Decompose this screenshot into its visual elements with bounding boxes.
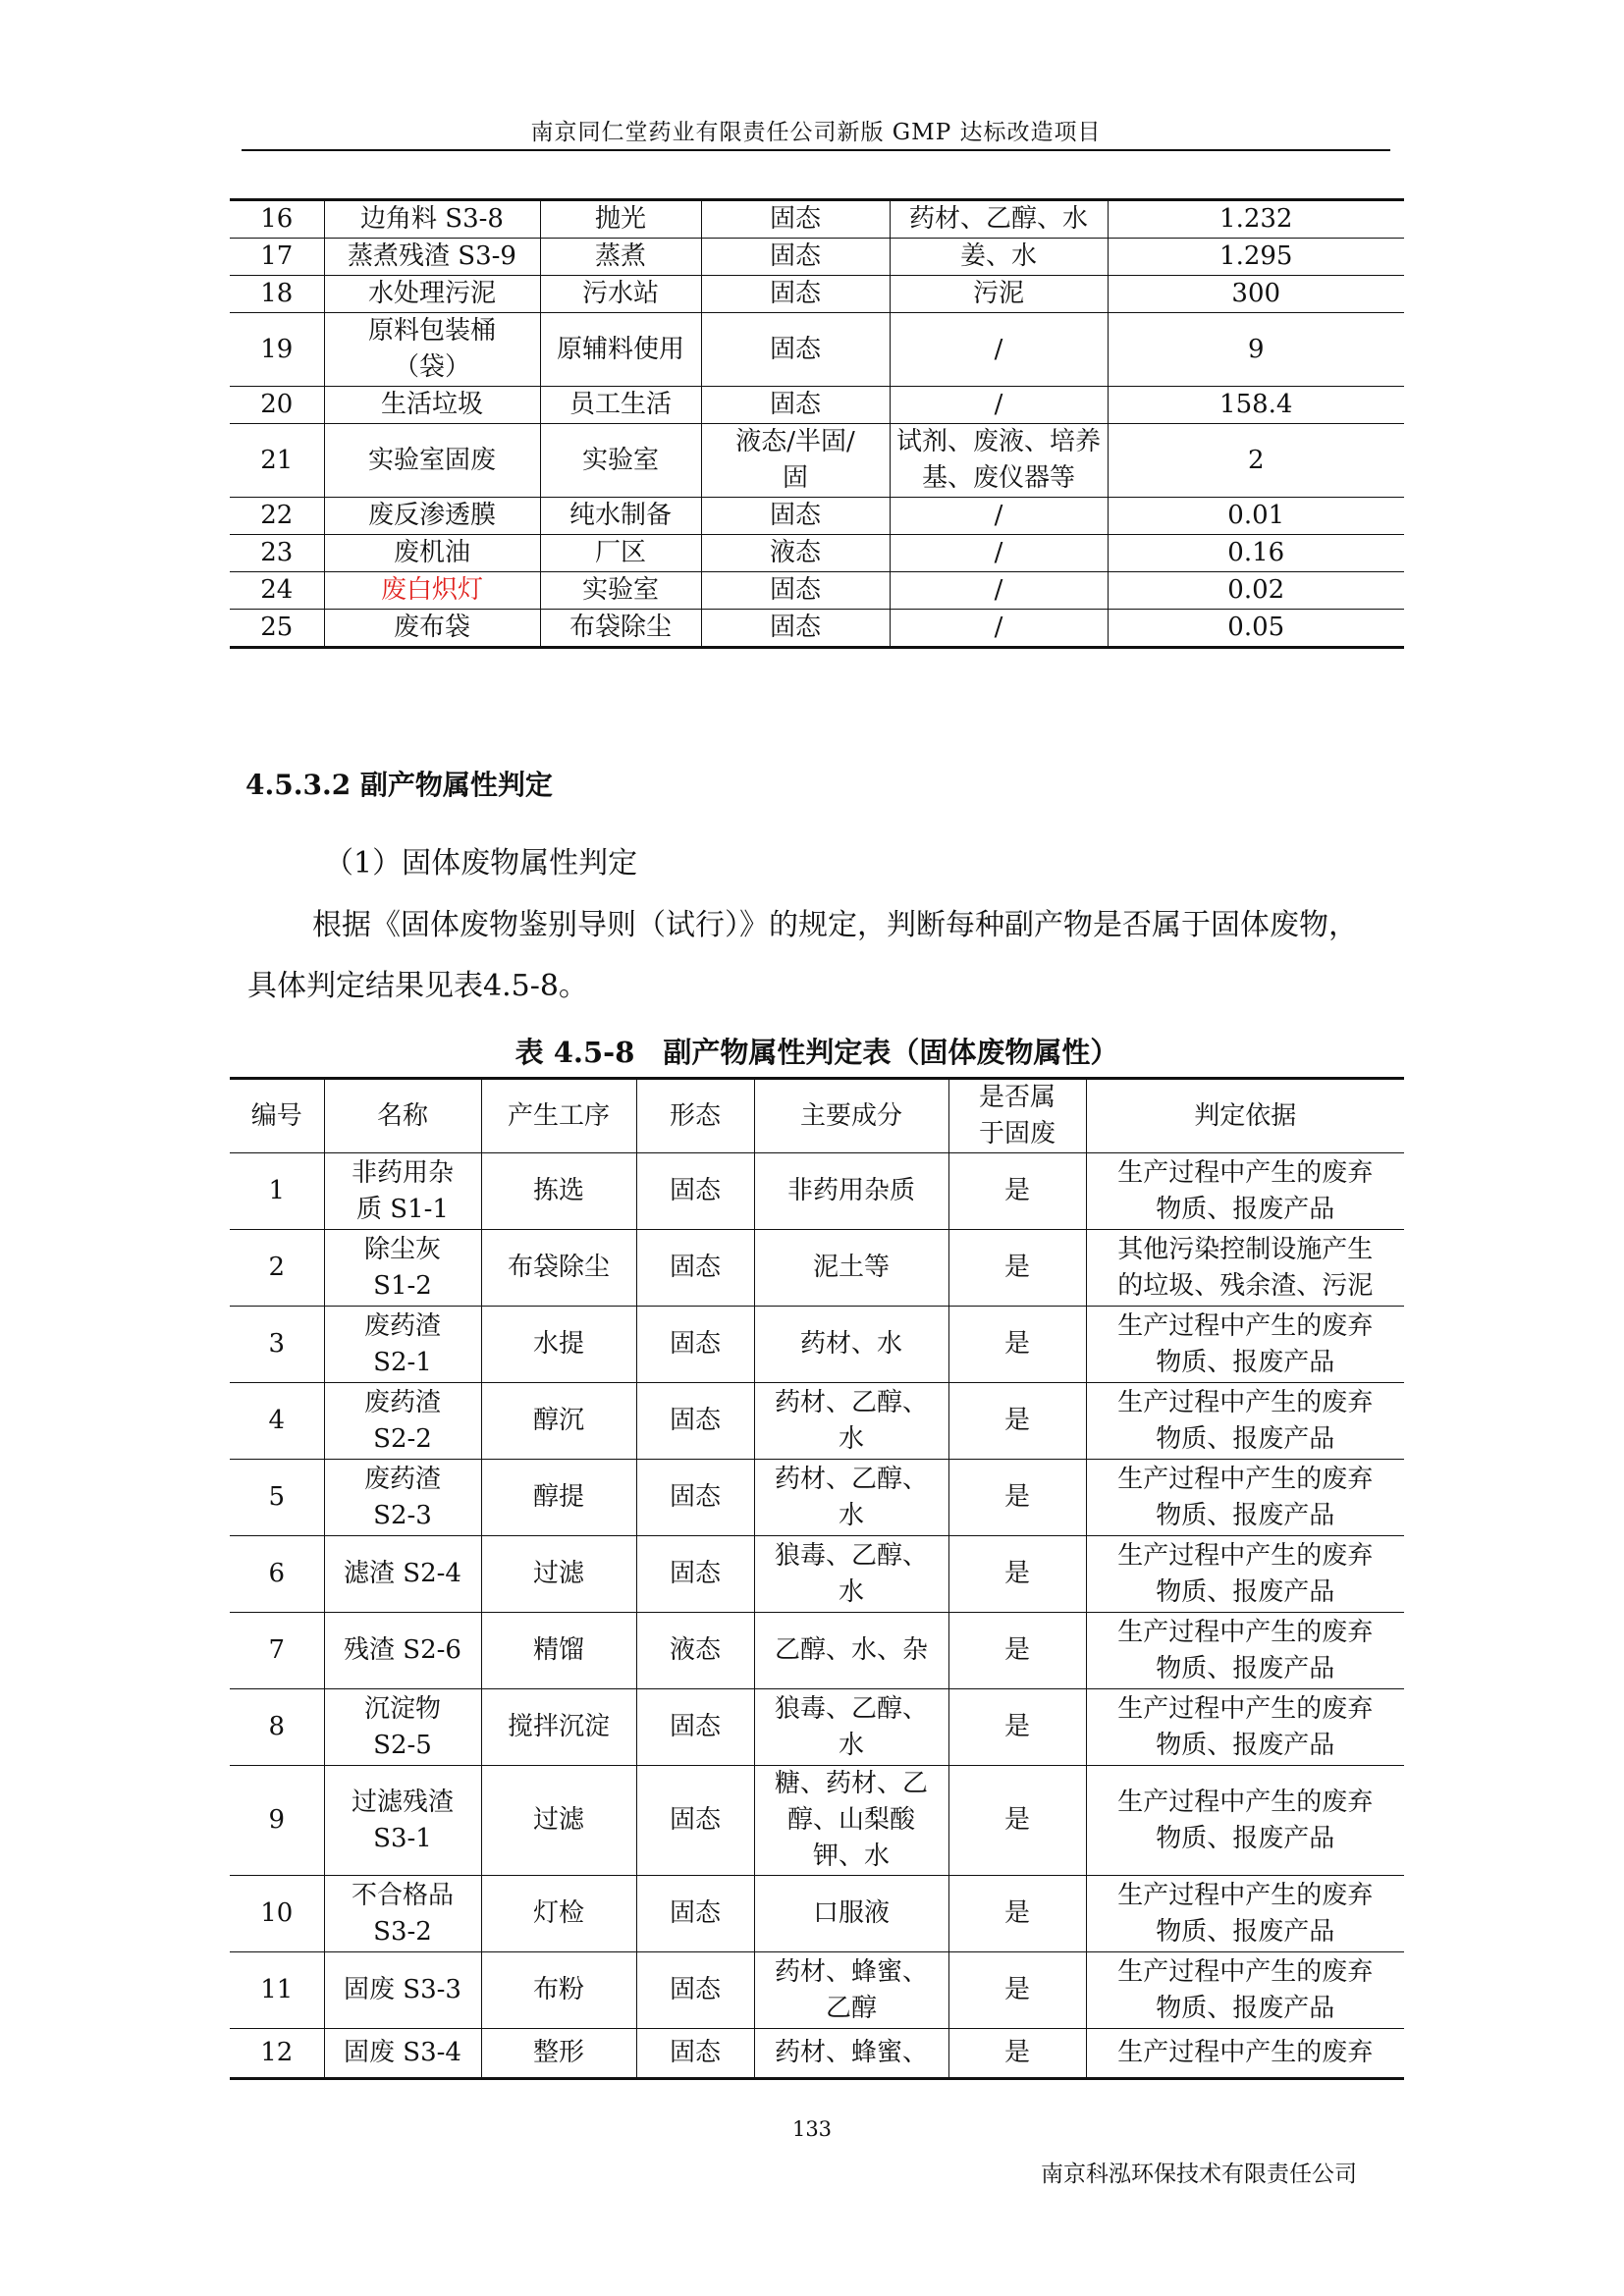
table-cell: 固态 (701, 572, 890, 610)
table-cell: 固态 (636, 1876, 754, 1952)
table-cell: 是 (948, 1307, 1086, 1383)
table-row (230, 1307, 1404, 1383)
page-header: 南京同仁堂药业有限责任公司新版 GMP 达标改造项目 (530, 120, 1102, 145)
table-cell: 不合格品 S3-2 (324, 1876, 481, 1952)
table-cell: 生产过程中产生的废弃 物质、报废产品 (1086, 1383, 1404, 1460)
table-cell: 固废 S3-3 (324, 1952, 481, 2029)
table-cell: 狼毒、乙醇、 水 (754, 1689, 948, 1766)
paragraph-text: 根据《固体废物鉴别导则（试行）》的规定，判断每种副产物是否属于固体废物，具体判定结果见表4.5-8。 (247, 908, 1358, 1003)
table-cell: 10 (230, 1876, 324, 1952)
table-row (230, 535, 1404, 572)
table-cell: 废白炽灯 (324, 572, 540, 610)
table-cell: 蒸煮 (540, 239, 701, 276)
table-cell: 9 (230, 1766, 324, 1876)
column-header: 产生工序 (481, 1079, 636, 1153)
table-cell: 是 (948, 1460, 1086, 1536)
table-cell: 12 (230, 2029, 324, 2079)
table-cell: 水处理污泥 (324, 276, 540, 313)
table-cell: 抛光 (540, 200, 701, 239)
table-cell: 固态 (636, 1383, 754, 1460)
table-cell: 2 (230, 1230, 324, 1307)
table-cell: 生产过程中产生的废弃 物质、报废产品 (1086, 1153, 1404, 1230)
table-cell: 生产过程中产生的废弃 物质、报废产品 (1086, 1536, 1404, 1613)
table-cell: 7 (230, 1613, 324, 1689)
table-cell: 固态 (636, 1307, 754, 1383)
table-cell: 生产过程中产生的废弃 物质、报废产品 (1086, 1876, 1404, 1952)
table-row (230, 239, 1404, 276)
table-cell: 蒸煮残渣 S3-9 (324, 239, 540, 276)
table-cell: 1.232 (1108, 200, 1404, 239)
header-row (230, 1079, 1404, 1153)
table-cell: 0.02 (1108, 572, 1404, 610)
table-cell: 19 (230, 313, 324, 387)
table-cell: 22 (230, 498, 324, 535)
section-heading: 4.5.3.2 副产物属性判定 (245, 769, 553, 801)
table-cell: 是 (948, 1876, 1086, 1952)
table-cell: 废药渣 S2-2 (324, 1383, 481, 1460)
column-header: 编号 (230, 1079, 324, 1153)
table-cell: 药材、乙醇、 水 (754, 1383, 948, 1460)
table-cell: 滤渣 S2-4 (324, 1536, 481, 1613)
table-cell: 是 (948, 1952, 1086, 2029)
table-cell: 固态 (636, 2029, 754, 2079)
footer-company: 南京科泓环保技术有限责任公司 (1041, 2162, 1357, 2187)
table-cell: 生产过程中产生的废弃 物质、报废产品 (1086, 1460, 1404, 1536)
table-cell: 实验室 (540, 572, 701, 610)
column-header: 名称 (324, 1079, 481, 1153)
table-cell: 2 (1108, 424, 1404, 498)
table-cell: 固态 (701, 498, 890, 535)
table-cell: 除尘灰 S1-2 (324, 1230, 481, 1307)
table-cell: 过滤残渣 S3-1 (324, 1766, 481, 1876)
table-cell: 原料包装桶 （袋） (324, 313, 540, 387)
table-cell: 液态 (636, 1613, 754, 1689)
table-cell: / (890, 387, 1108, 424)
table-row (230, 1230, 1404, 1307)
table-cell: 液态 (701, 535, 890, 572)
table-row (230, 1460, 1404, 1536)
subsection-heading: （1）固体废物属性判定 (324, 846, 638, 881)
table-row (230, 1536, 1404, 1613)
table-cell: 药材、乙醇、 水 (754, 1460, 948, 1536)
table-cell: 过滤 (481, 1766, 636, 1876)
table-row (230, 498, 1404, 535)
table-cell: 9 (1108, 313, 1404, 387)
table-cell: 水提 (481, 1307, 636, 1383)
table-cell: 固态 (701, 276, 890, 313)
table-cell: 是 (948, 1689, 1086, 1766)
table-cell: 0.16 (1108, 535, 1404, 572)
table-cell: 3 (230, 1307, 324, 1383)
header-divider (242, 149, 1390, 151)
table-cell: 醇提 (481, 1460, 636, 1536)
table-cell: 158.4 (1108, 387, 1404, 424)
table-cell: / (890, 572, 1108, 610)
table-cell: 残渣 S2-6 (324, 1613, 481, 1689)
table-cell: 布粉 (481, 1952, 636, 2029)
table-cell: 生产过程中产生的废弃 物质、报废产品 (1086, 1689, 1404, 1766)
table-cell: 狼毒、乙醇、 水 (754, 1536, 948, 1613)
table-cell: 布袋除尘 (540, 610, 701, 648)
table-row (230, 276, 1404, 313)
table-cell: 是 (948, 1613, 1086, 1689)
table-cell: 是 (948, 1230, 1086, 1307)
table-cell: 18 (230, 276, 324, 313)
table-cell: 固态 (701, 239, 890, 276)
table-cell: 固态 (636, 1460, 754, 1536)
table-cell: 乙醇、水、杂 (754, 1613, 948, 1689)
table-caption: 表 4.5-8 副产物属性判定表（固体废物属性） (514, 1036, 1119, 1069)
table-cell: 1 (230, 1153, 324, 1230)
table-cell: 废布袋 (324, 610, 540, 648)
table-cell: 8 (230, 1689, 324, 1766)
table-cell: 试剂、废液、培养 基、废仪器等 (890, 424, 1108, 498)
body-paragraph (247, 895, 1386, 1017)
table-row (230, 1383, 1404, 1460)
table-cell: 固态 (636, 1689, 754, 1766)
table-cell: 污水站 (540, 276, 701, 313)
table-cell: 边角料 S3-8 (324, 200, 540, 239)
table-cell: 是 (948, 1383, 1086, 1460)
table-cell: 实验室 (540, 424, 701, 498)
column-header: 判定依据 (1086, 1079, 1404, 1153)
table-cell: 24 (230, 572, 324, 610)
table-cell: 固态 (701, 610, 890, 648)
table-cell: 药材、水 (754, 1307, 948, 1383)
table-cell: 固态 (701, 313, 890, 387)
table-cell: 糖、药材、乙 醇、山梨酸 钾、水 (754, 1766, 948, 1876)
table-row (230, 313, 1404, 387)
table-row (230, 572, 1404, 610)
table-cell: 6 (230, 1536, 324, 1613)
table-cell: 固废 S3-4 (324, 2029, 481, 2079)
table-cell: 药材、蜂蜜、 乙醇 (754, 1952, 948, 2029)
table-cell: 废药渣 S2-1 (324, 1307, 481, 1383)
table-cell: 生产过程中产生的废弃 物质、报废产品 (1086, 1766, 1404, 1876)
table-cell: 沉淀物 S2-5 (324, 1689, 481, 1766)
table-cell: 非药用杂 质 S1-1 (324, 1153, 481, 1230)
table-cell: 23 (230, 535, 324, 572)
table-cell: 25 (230, 610, 324, 648)
page-number: 133 (791, 2117, 833, 2141)
table-cell: 20 (230, 387, 324, 424)
table-cell: 4 (230, 1383, 324, 1460)
table-cell: 废反渗透膜 (324, 498, 540, 535)
table-cell: 生产过程中产生的废弃 物质、报废产品 (1086, 1613, 1404, 1689)
table-cell: 固态 (636, 1536, 754, 1613)
table-cell: 整形 (481, 2029, 636, 2079)
table-cell: 布袋除尘 (481, 1230, 636, 1307)
column-header: 主要成分 (754, 1079, 948, 1153)
table-cell: 非药用杂质 (754, 1153, 948, 1230)
table-cell: 固态 (701, 387, 890, 424)
table-cell: 固态 (636, 1766, 754, 1876)
table-row (230, 1952, 1404, 2029)
table-cell: / (890, 610, 1108, 648)
table-cell: 生产过程中产生的废弃 物质、报废产品 (1086, 1952, 1404, 2029)
table-cell: 灯检 (481, 1876, 636, 1952)
table-cell: 固态 (636, 1952, 754, 2029)
table-cell: 是 (948, 2029, 1086, 2079)
table-cell: 员工生活 (540, 387, 701, 424)
table-cell: 厂区 (540, 535, 701, 572)
table-cell: 其他污染控制设施产生 的垃圾、残余渣、污泥 (1086, 1230, 1404, 1307)
table-cell: 搅拌沉淀 (481, 1689, 636, 1766)
table-row (230, 1689, 1404, 1766)
table-cell: 5 (230, 1460, 324, 1536)
table-cell: 废机油 (324, 535, 540, 572)
table-cell: / (890, 535, 1108, 572)
table-cell: 生产过程中产生的废弃 物质、报废产品 (1086, 1307, 1404, 1383)
table-row (230, 200, 1404, 239)
table-cell: 0.01 (1108, 498, 1404, 535)
table-cell: 药材、乙醇、水 (890, 200, 1108, 239)
table-row (230, 610, 1404, 648)
table-cell: 1.295 (1108, 239, 1404, 276)
table-cell: 废药渣 S2-3 (324, 1460, 481, 1536)
table-cell: 泥土等 (754, 1230, 948, 1307)
table-cell: 拣选 (481, 1153, 636, 1230)
table-cell: 17 (230, 239, 324, 276)
column-header: 是否属 于固废 (948, 1079, 1086, 1153)
table-row (230, 1613, 1404, 1689)
waste-inventory-table (230, 198, 1404, 649)
table-cell: 固态 (636, 1153, 754, 1230)
table-cell: / (890, 313, 1108, 387)
table-row (230, 1153, 1404, 1230)
table-cell: 姜、水 (890, 239, 1108, 276)
table-row (230, 1766, 1404, 1876)
table-cell: 11 (230, 1952, 324, 2029)
table-cell: 过滤 (481, 1536, 636, 1613)
table-cell: 21 (230, 424, 324, 498)
table-row (230, 1876, 1404, 1952)
table-row (230, 424, 1404, 498)
table-cell: 生活垃圾 (324, 387, 540, 424)
table-cell: 药材、蜂蜜、 (754, 2029, 948, 2079)
table-cell: 原辅料使用 (540, 313, 701, 387)
table-cell: 0.05 (1108, 610, 1404, 648)
table-cell: 实验室固废 (324, 424, 540, 498)
table-row (230, 387, 1404, 424)
table-cell: 生产过程中产生的废弃 (1086, 2029, 1404, 2079)
table-cell: 污泥 (890, 276, 1108, 313)
table-cell: 口服液 (754, 1876, 948, 1952)
table-cell: 300 (1108, 276, 1404, 313)
table-cell: 醇沉 (481, 1383, 636, 1460)
table-row (230, 2029, 1404, 2079)
byproduct-attribute-table (230, 1077, 1404, 2080)
table-cell: 液态/半固/ 固 (701, 424, 890, 498)
table-cell: 精馏 (481, 1613, 636, 1689)
table-cell: 固态 (701, 200, 890, 239)
table-cell: 是 (948, 1153, 1086, 1230)
table-cell: 是 (948, 1766, 1086, 1876)
table-cell: / (890, 498, 1108, 535)
table-cell: 16 (230, 200, 324, 239)
column-header: 形态 (636, 1079, 754, 1153)
table-cell: 固态 (636, 1230, 754, 1307)
table-cell: 是 (948, 1536, 1086, 1613)
table-cell: 纯水制备 (540, 498, 701, 535)
